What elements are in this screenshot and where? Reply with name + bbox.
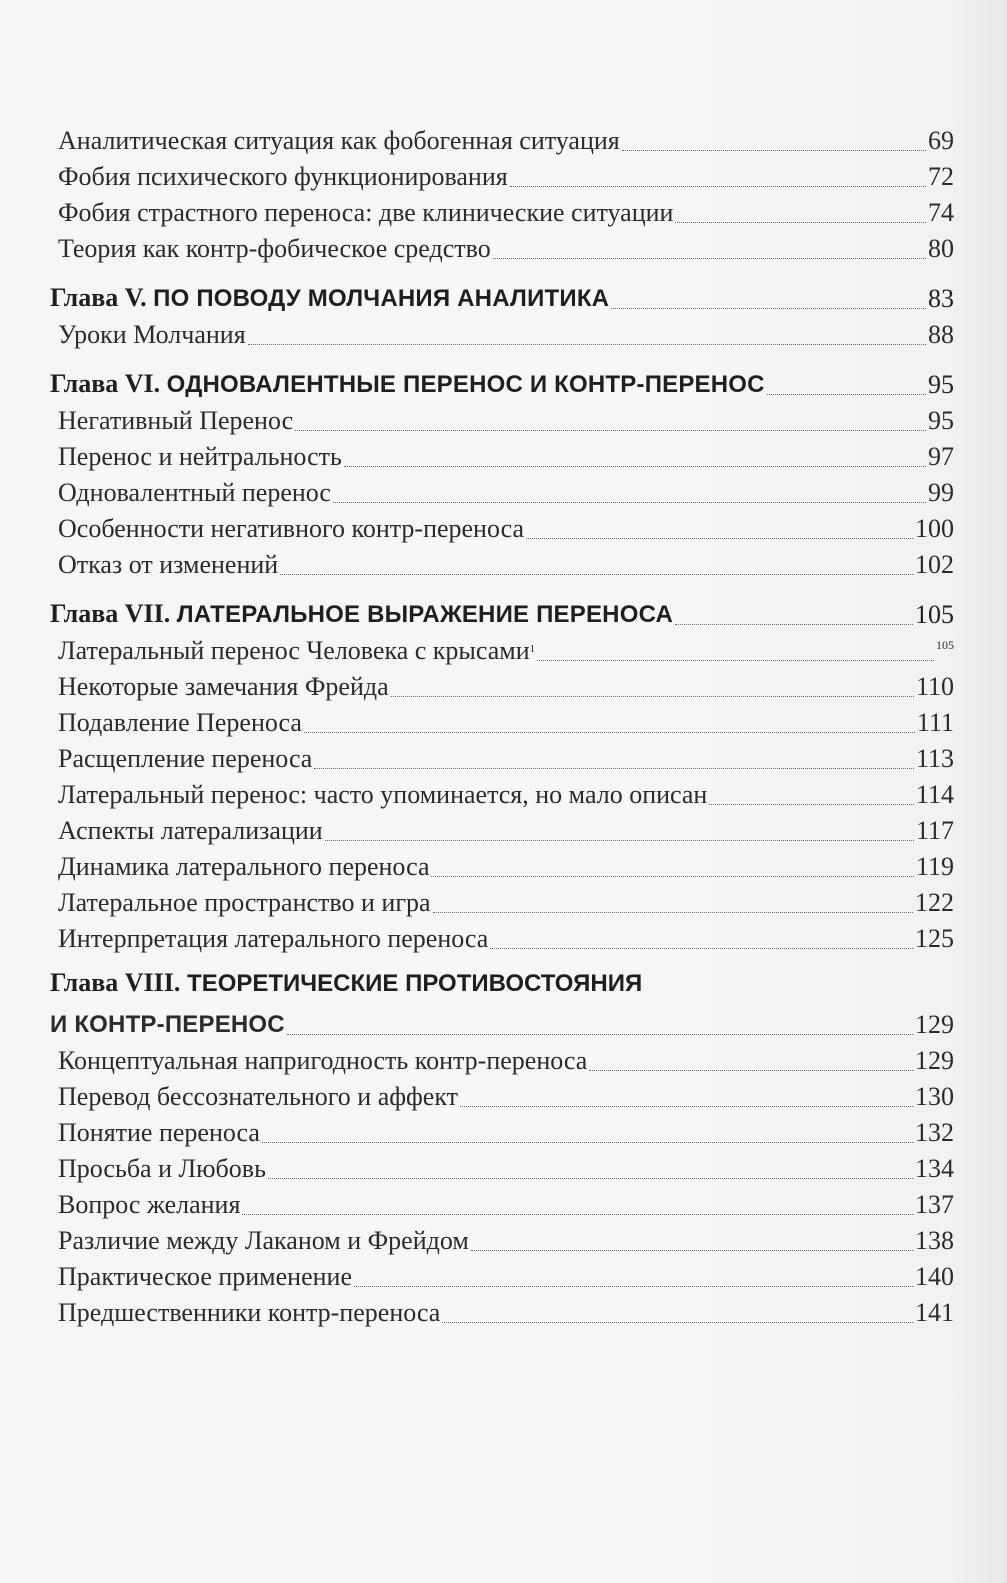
page-number: 134: [915, 1154, 954, 1183]
toc-entry-row[interactable]: [50, 882, 954, 918]
leader-dots: [526, 538, 913, 539]
entry-title: [58, 1226, 469, 1256]
section-title: Интерпретация латерального переноса: [58, 924, 489, 953]
section-title: Просьба и Любовь: [58, 1154, 266, 1183]
leader-dots: [589, 1070, 913, 1071]
toc-entry-row[interactable]: [50, 1040, 954, 1076]
leader-dots: [611, 308, 926, 309]
leader-dots: [354, 1286, 913, 1287]
section-title: Отказ от изменений: [58, 550, 279, 579]
page-number: 113: [915, 744, 954, 773]
entry-title: [58, 126, 620, 156]
page-number: 138: [915, 1226, 954, 1255]
page-number: 72: [928, 162, 954, 191]
entry-title: [58, 1262, 352, 1292]
leader-dots: [242, 1214, 913, 1215]
toc-entry-row[interactable]: [50, 1256, 954, 1292]
toc-chapter-row[interactable]: [50, 278, 954, 314]
entry-title: [58, 924, 488, 954]
entry-title: [50, 283, 609, 314]
toc-entry-row[interactable]: [50, 846, 954, 882]
leader-dots: [460, 1106, 913, 1107]
page-number: 110: [915, 672, 954, 701]
toc-entry-row[interactable]: [50, 228, 954, 264]
section-title: Латеральный перенос Человека с крысами: [58, 636, 530, 665]
toc-entry-row[interactable]: [50, 156, 954, 192]
toc-entry-row[interactable]: [50, 1076, 954, 1112]
entry-title: [58, 1190, 240, 1220]
section-title: Предшественники контр-переноса: [58, 1298, 441, 1327]
entry-title: [58, 1298, 440, 1328]
leader-dots: [333, 502, 926, 503]
toc-entry-row[interactable]: [50, 120, 954, 156]
entry-title: [58, 550, 278, 580]
page-number: 97: [928, 442, 954, 471]
leader-dots: [344, 466, 926, 467]
entry-title: [58, 744, 312, 774]
toc-entry-row[interactable]: [50, 1292, 954, 1328]
entry-title: [58, 234, 491, 264]
section-title: Уроки Молчания: [58, 320, 246, 349]
toc-entry-row[interactable]: [50, 810, 954, 846]
entry-title: [58, 1154, 266, 1184]
leader-dots: [675, 624, 913, 625]
section-title: Концептуальная напригодность контр-переноса: [58, 1046, 588, 1075]
entry-title: [58, 478, 331, 508]
leader-dots: [314, 768, 914, 769]
page-number: 95: [928, 370, 954, 399]
page-number: 129: [915, 1046, 954, 1075]
section-title: Фобия страстного переноса: две клинические ситуации: [58, 198, 674, 227]
leader-dots: [675, 222, 926, 223]
toc-chapter-row[interactable]: [50, 1004, 954, 1040]
table-of-contents: [50, 120, 954, 1328]
leader-dots: [325, 840, 914, 841]
toc-entry-row[interactable]: [50, 436, 954, 472]
chapter-title: ТЕОРЕТИЧЕСКИЕ ПРОТИВОСТОЯНИЯ: [187, 970, 643, 997]
section-title: Подавление Переноса: [58, 708, 302, 737]
section-title: Практическое применение: [58, 1262, 352, 1291]
page-number: 117: [915, 816, 954, 845]
section-title: Негативный Перенос: [58, 406, 294, 435]
entry-title: [58, 406, 293, 436]
leader-dots: [280, 574, 913, 575]
entry-title: [58, 514, 524, 544]
chapter-title-continued: [50, 1009, 285, 1040]
section-title: Латеральный перенос: часто упоминается, но мало описан: [58, 780, 708, 809]
toc-entry-row[interactable]: [50, 1148, 954, 1184]
entry-title: [58, 442, 342, 472]
toc-chapter-row[interactable]: [50, 594, 954, 630]
toc-entry-row[interactable]: [50, 472, 954, 508]
section-title: Латеральное пространство и игра: [58, 888, 431, 917]
chapter-prefix: Глава VII.: [50, 599, 171, 628]
chapter-prefix: Глава VI.: [50, 369, 161, 398]
page-number: 137: [915, 1190, 954, 1219]
section-title: Одновалентный перенос: [58, 478, 331, 507]
toc-entry-row[interactable]: [50, 1112, 954, 1148]
section-title: Аналитическая ситуация как фобогенная ситуация: [58, 126, 620, 155]
toc-entry-row[interactable]: [50, 400, 954, 436]
page-number: 88: [928, 320, 954, 349]
toc-entry-row[interactable]: [50, 630, 954, 666]
entry-title: [58, 672, 389, 702]
entry-title: [58, 320, 246, 350]
leader-dots: [493, 258, 926, 259]
chapter-prefix: Глава V.: [50, 283, 147, 312]
leader-dots: [709, 804, 914, 805]
leader-dots: [433, 912, 913, 913]
toc-entry-row[interactable]: [50, 544, 954, 580]
page-number: 83: [928, 284, 954, 313]
page-number: 80: [928, 234, 954, 263]
toc-entry-row[interactable]: [50, 666, 954, 702]
page-number: 125: [915, 924, 954, 953]
footnote-marker[interactable]: 1: [529, 643, 536, 655]
page-number: 130: [915, 1082, 954, 1111]
section-title: Различие между Лаканом и Фрейдом: [58, 1226, 469, 1255]
toc-entry-row[interactable]: [50, 314, 954, 350]
page-number: 102: [915, 550, 954, 579]
page-number: 119: [915, 852, 954, 881]
chapter-title: ПО ПОВОДУ МОЛЧАНИЯ АНАЛИТИКА: [153, 285, 610, 312]
toc-entry-row[interactable]: [50, 774, 954, 810]
leader-dots: [622, 150, 926, 151]
chapter-prefix: Глава VIII.: [50, 968, 181, 997]
leader-dots: [287, 1034, 913, 1035]
page-number: 111: [916, 708, 954, 737]
page-number: 74: [928, 198, 954, 227]
leader-dots: [537, 660, 934, 661]
toc-entry-row[interactable]: [50, 508, 954, 544]
leader-dots: [431, 876, 913, 877]
toc-entry-row[interactable]: [50, 1220, 954, 1256]
entry-title: [58, 198, 673, 228]
page-number: 114: [915, 780, 954, 809]
entry-title: [58, 888, 431, 918]
page-number: 105: [915, 600, 954, 629]
entry-title: [50, 599, 673, 630]
entry-title: [58, 636, 535, 666]
chapter-title: ОДНОВАЛЕНТНЫЕ ПЕРЕНОС И КОНТР-ПЕРЕНОС: [166, 371, 765, 398]
leader-dots: [471, 1250, 913, 1251]
toc-entry-row[interactable]: [50, 702, 954, 738]
leader-dots: [304, 732, 915, 733]
section-title: Перевод бессознательного и аффект: [58, 1082, 458, 1111]
section-title: Аспекты латерализации: [58, 816, 323, 845]
section-title: Фобия психического функционирования: [58, 162, 508, 191]
entry-title: [58, 816, 323, 846]
chapter-heading-line: [50, 968, 954, 1004]
toc-entry-row[interactable]: [50, 918, 954, 954]
leader-dots: [295, 430, 926, 431]
entry-title: [50, 369, 765, 400]
chapter-title: ЛАТЕРАЛЬНОЕ ВЫРАЖЕНИЕ ПЕРЕНОСА: [176, 601, 674, 628]
toc-entry-row[interactable]: [50, 738, 954, 774]
leader-dots: [262, 1142, 913, 1143]
page-number: 122: [915, 888, 954, 917]
leader-dots: [442, 1322, 913, 1323]
page-number: 132: [915, 1118, 954, 1147]
page-number: 100: [915, 514, 954, 543]
leader-dots: [767, 394, 926, 395]
entry-title: [58, 852, 429, 882]
entry-title: [58, 780, 707, 810]
page-number: 105: [936, 638, 954, 652]
page-number: 99: [928, 478, 954, 507]
page-number: 141: [915, 1298, 954, 1327]
leader-dots: [391, 696, 914, 697]
section-title: Особенности негативного контр-переноса: [58, 514, 525, 543]
page-number: 95: [928, 406, 954, 435]
entry-title: [58, 708, 302, 738]
entry-title: [58, 162, 508, 192]
section-title: Вопрос желания: [58, 1190, 241, 1219]
toc-entry-row[interactable]: [50, 1184, 954, 1220]
section-title: Перенос и нейтральность: [58, 442, 342, 471]
page-number: 129: [915, 1010, 954, 1039]
entry-title: [58, 1046, 587, 1076]
toc-chapter-row[interactable]: [50, 364, 954, 400]
section-title: Понятие переноса: [58, 1118, 260, 1147]
page-number: 140: [915, 1262, 954, 1291]
entry-title: [58, 1118, 260, 1148]
leader-dots: [510, 186, 926, 187]
leader-dots: [490, 948, 913, 949]
leader-dots: [248, 344, 926, 345]
section-title: Некоторые замечания Фрейда: [58, 672, 389, 701]
entry-title: [58, 1082, 458, 1112]
section-title: Расщепление переноса: [58, 744, 313, 773]
section-title: Теория как контр-фобическое средство: [58, 234, 491, 263]
toc-entry-row[interactable]: [50, 192, 954, 228]
leader-dots: [268, 1178, 913, 1179]
section-title: Динамика латерального переноса: [58, 852, 430, 881]
chapter-title-line2: И КОНТР-ПЕРЕНОС: [50, 1011, 285, 1038]
page-number: 69: [928, 126, 954, 155]
